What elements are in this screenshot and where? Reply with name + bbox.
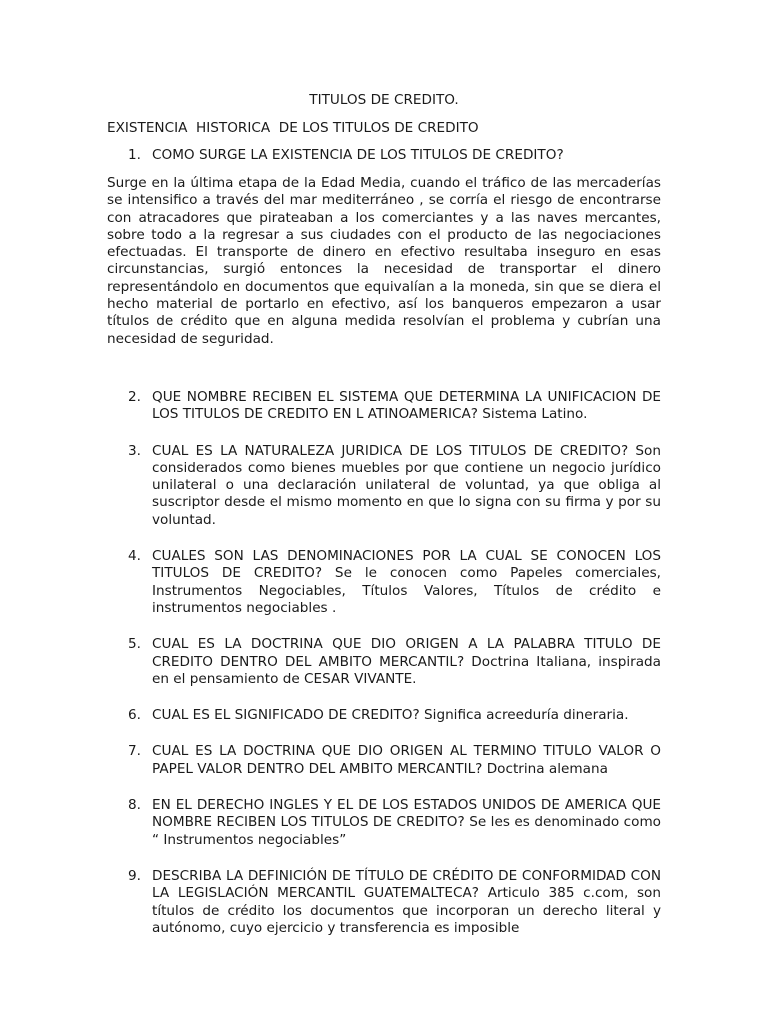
question-list <box>107 389 661 956</box>
question-number: 7. <box>128 743 141 760</box>
question-text: CUALES SON LAS DENOMINACIONES POR LA CUAL SE CONOCEN LOS TITULOS DE CREDITO? Se le conocen como Papeles comerciales, Instrumentos Negociables, Títulos Valores, Títulos de crédito e instrumentos negociables . <box>152 548 661 616</box>
section-heading: EXISTENCIA HISTORICA DE LOS TITULOS DE CREDITO <box>107 120 479 136</box>
question-item <box>107 743 661 778</box>
question-text: CUAL ES EL SIGNIFICADO DE CREDITO? Significa acreeduría dineraria. <box>152 707 629 724</box>
question-text: CUAL ES LA NATURALEZA JURIDICA DE LOS TITULOS DE CREDITO? Son considerados como bienes muebles por que contiene un negocio jurídico unilateral o una declaración unilateral de voluntad, ya que obliga al suscriptor desde el mismo momento en que lo signa con su firma y por su voluntad. <box>152 442 661 528</box>
question-number: 1. <box>128 147 141 163</box>
question-text: EN EL DERECHO INGLES Y EL DE LOS ESTADOS UNIDOS DE AMERICA QUE NOMBRE RECIBEN LOS TITULOS DE CREDITO? Se les es denominado como “ Instrumentos negociables” <box>152 797 661 848</box>
document-title: TITULOS DE CREDITO. <box>309 92 459 108</box>
question-number: 4. <box>128 548 141 565</box>
question-item <box>107 868 661 937</box>
question-number: 9. <box>128 867 141 884</box>
question-text: CUAL ES LA DOCTRINA QUE DIO ORIGEN A LA PALABRA TITULO DE CREDITO DENTRO DEL AMBITO MERCANTIL? Doctrina Italiana, inspirada en el pensamiento de CESAR VIVANTE. <box>152 636 661 687</box>
question-number: 8. <box>128 797 141 814</box>
question-item <box>107 636 661 688</box>
question-number: 3. <box>128 442 141 459</box>
question-item <box>107 443 661 529</box>
question-number: 6. <box>128 707 141 724</box>
question-number: 2. <box>128 389 141 405</box>
question-text: CUAL ES LA DOCTRINA QUE DIO ORIGEN AL TERMINO TITULO VALOR O PAPEL VALOR DENTRO DEL AMBITO MERCANTIL? Doctrina alemana <box>152 743 661 777</box>
question-number: 5. <box>128 636 141 653</box>
question-item <box>107 797 661 849</box>
question-item <box>107 707 661 724</box>
question-text: QUE NOMBRE RECIBEN EL SISTEMA QUE DETERMINA LA UNIFICACION DE LOS TITULOS DE CREDITO EN L ATINOAMERICA? Sistema Latino. <box>152 389 661 423</box>
intro-paragraph: Surge en la última etapa de la Edad Media, cuando el tráfico de las mercaderías se intensifico a través del mar mediterráneo , se corría el riesgo de encontrarse con atracadores que pirateaban a los comerciantes y a las naves mercantes, sobre todo a la regresar a sus ciudades con el producto de las negociaciones efectuadas. El transporte de dinero en efectivo resultaba inseguro en esas circunstancias, surgió entonces la necesidad de transportar el dinero representándolo en documentos que equivalían a la moneda, sin que se diera el hecho material de portarlo en efectivo, así los banqueros empezaron a usar títulos de crédito que en alguna medida resolvían el problema y cubrían una necesidad de seguridad. <box>107 175 661 347</box>
question-1 <box>107 147 661 164</box>
question-item <box>107 389 661 424</box>
question-item <box>107 548 661 617</box>
question-text: COMO SURGE LA EXISTENCIA DE LOS TITULOS DE CREDITO? <box>152 147 564 163</box>
question-text: DESCRIBA LA DEFINICIÓN DE TÍTULO DE CRÉDITO DE CONFORMIDAD CON LA LEGISLACIÓN MERCANTIL GUATEMALTECA? Articulo 385 c.com, son títulos de crédito los documentos que incorporan un derecho literal y autónomo, cuyo ejercicio y transferencia es imposible <box>152 867 661 936</box>
